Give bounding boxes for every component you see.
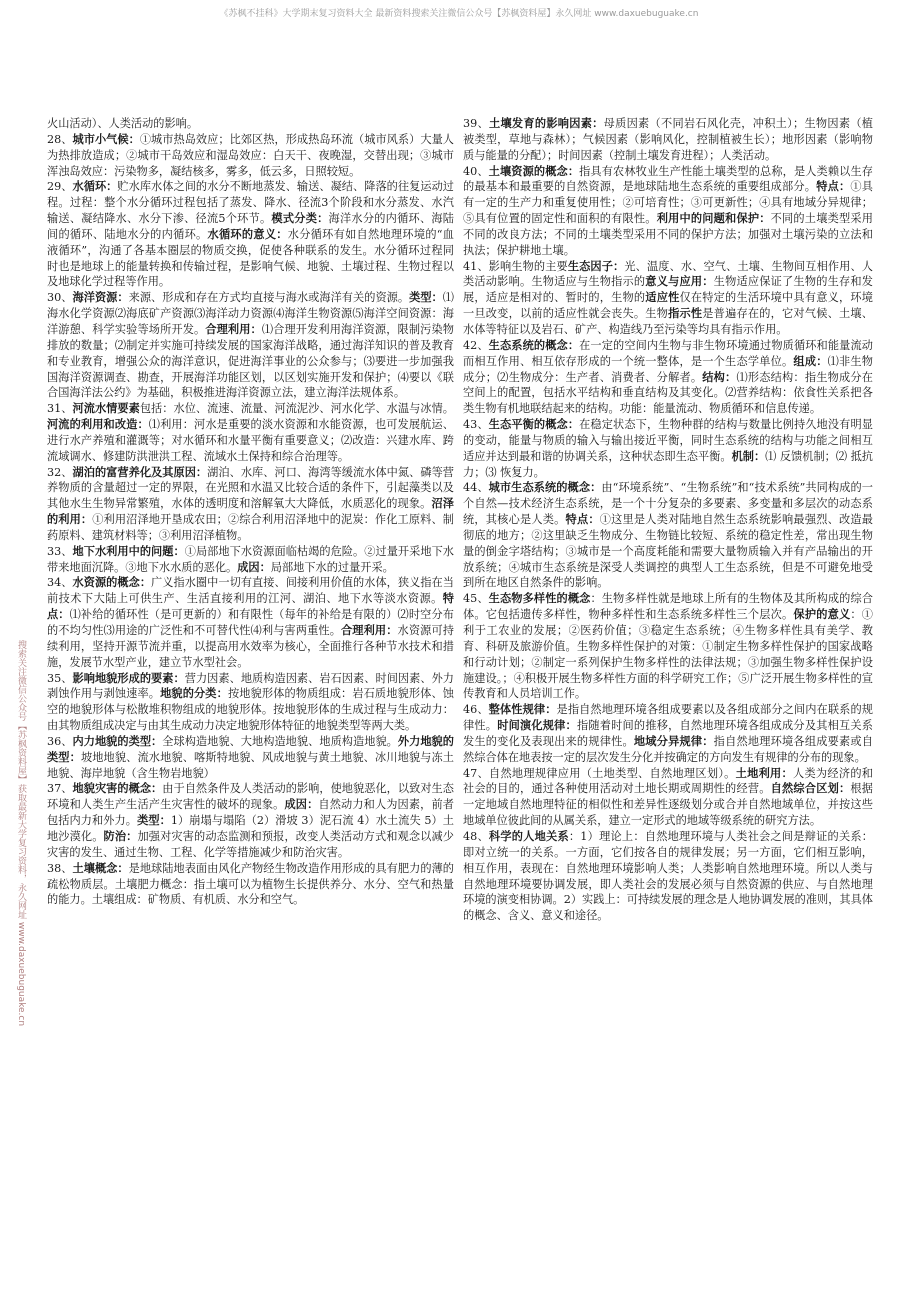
paragraph (47, 734, 454, 782)
bold-term: 水资源的概念： (72, 575, 152, 590)
bold-term: 合理利用： (341, 623, 398, 637)
text-segment: 37、 (47, 782, 73, 796)
bold-term: 模式分类： (271, 211, 329, 226)
text-segment: 水资源可持续利用，坚持开源节流并重，以提高用水效率为核心，全面推行各种节水技术和措施，发展节水型产业，建立节水型社会。 (47, 624, 454, 669)
text-segment: ⑴海水化学资源⑵海底矿产资源⑶海洋动力资源⑷海洋生物资源⑸海洋空间资源：海洋游憩、科学实验等场所开发。 (47, 291, 454, 336)
text-segment: 38、 (47, 861, 73, 875)
text-segment: 在稳定状态下，生物种群的结构与数量比例持久地没有明显的变动，能量与物质的输入与输出接近平衡，同时生态系统的结构与功能之间相互适应并达到最和谐的协调关系，这种状态即生态平衡。 (463, 418, 873, 463)
text-segment: 46、 (463, 703, 489, 717)
text-segment: 坡地地貌、流水地貌、喀斯特地貌、风成地貌与黄土地貌、冰川地貌与冻土地貌、海岸地貌（含生物岩地貌） (47, 750, 454, 780)
text-segment: 是指自然地理环境各组成要素以及各组成部分之间内在联系的规律性。 (463, 703, 873, 733)
bold-term: 特点： (47, 591, 454, 622)
text-segment: 40、 (463, 164, 489, 178)
paragraph (463, 417, 873, 480)
bold-term: 结构： (702, 369, 737, 384)
text-segment: ⑴ 反馈机制；⑵ 抵抗力；⑶ 恢复力。 (463, 449, 873, 479)
text-segment: 母质因素（不同岩石风化壳，冲积土）；生物因素（植被类型，草地与森林）；气候因素（影响风化，控制植被生长）；地形因素（影响物质与能量的分配）；时间因素（控制土壤发育进程）；人类活动。 (463, 117, 873, 162)
bold-term: 城市生态系统的概念： (488, 480, 602, 495)
bold-term: 特点： (565, 512, 600, 527)
text-segment: 局部地下水的过量开采。 (270, 560, 394, 574)
page-header-watermark: 《苏枫不挂科》大学期末复习资料大全 最新资料搜索关注微信公众号【苏枫资料屋】永久网址 www.daxuebuguake.cn (219, 9, 699, 19)
bold-term: 水循环的意义： (207, 226, 288, 241)
text-segment: 海洋水分的内循环、海陆间的循环、陆地水分的内循环。 (47, 212, 454, 241)
text-segment: ：生物多样性就是地球上所有的生物体及其所构成的综合体。它包括遗传多样性，物种多样性和生态系统多样性三个层次。 (463, 592, 873, 622)
paragraph (463, 116, 873, 164)
paragraph (47, 132, 454, 180)
bold-term: 防治： (103, 828, 138, 843)
text-segment: 广义指水圈中一切有直接、间接利用价值的水体，狭义指在当前技术下大陆上可供生产、生活直接利用的江河、湖泊、地下水等淡水资源。 (47, 576, 454, 606)
text-segment: 指随着时间的推移，自然地理环境各组成成分及其相互关系发生的变化及表现出来的规律性。 (463, 719, 873, 748)
text-segment: 火山活动）、人类活动的影响。 (47, 117, 199, 130)
text-segment: ：①利于工农业的发展；②医药价值；③稳定生态系统；④生物多样性具有美学、教育、科研及旅游价值。生物多样性保护的对策：①制定生物多样性保护的国家战略和行动计划；②制定一系列保护生物多样性的法律法规；③加强生物多样性保护设施建设。；④积极开展生物多样性方面的科学研究工作；⑤广泛开展生物多样性的宣传教育和人员培训工作。 (463, 608, 873, 701)
text-segment: 仅在特定的生活环境中具有意义，环境一旦改变，以前的适应性就会丧失。生物 (463, 291, 873, 321)
text-segment: ①城市热岛效应；比郊区热，形成热岛环流（城市风系）大量人为热排放造成；②城市干岛效应和湿岛效应：白天干、夜晚湿，交替出现；③城市浑浊岛效应：污染物多，凝结核多，雾多，低云多，日照较短。 (47, 132, 454, 178)
paragraph (47, 544, 454, 576)
bold-term: 外力地貌的类型： (47, 733, 454, 764)
bold-term: 指示性 (668, 306, 703, 321)
bold-term: 土地利用： (735, 765, 793, 780)
text-segment: 指具有农林牧业生产性能土壤类型的总称，是人类赖以生存的最基本和最重要的自然资源，是地球陆地生态系统的重要组成部分。 (463, 164, 873, 194)
text-segment: 贮水库水体之间的水分不断地蒸发、输送、凝结、降落的往复运动过程。过程：整个水分循环过程包括了蒸发、降水、径流3个阶段和水分蒸发、水汽输送、凝结降水、水分下渗、径流5个环节。 (47, 180, 454, 226)
bold-term: 时间演化规律： (497, 718, 577, 733)
bold-term: 土壤发育的影响因素： (488, 116, 604, 130)
text-segment: 43、 (463, 418, 489, 432)
bold-term: 内力地貌的类型： (72, 733, 163, 748)
bold-term: 适应性 (645, 290, 680, 305)
text-segment: ⑴合理开发利用海洋资源，限制污染物排放的数量；⑵制定并实施可持续发展的国家海洋战略，通过海洋知识的普及教育和专业教育，增强公众的海洋意识，促进海洋事业的公众参与；⑶要进一步加强我国海洋资源调查、勘查，开展海洋功能区划，以区划实施开发和保护；⑷要以《联合国海洋法公约》为基础，积极推进海洋资源立法，建立海洋法规体系。 (47, 322, 454, 400)
bold-term: 特点： (816, 179, 851, 194)
bold-term: 水循环： (72, 179, 118, 194)
text-segment: ①这里是人类对陆地自然生态系统影响最强烈、改造最彻底的地方；②这里缺乏生物成分、生物链比较短、系统的稳定性差，常出现生物量的倒金字塔结构；③城市是一个高度耗能和需要大量物质输入并有产品输出的开放系统；④城市生态系统是深受人类调控的典型人工生态系统，但是不可避免地受到所在地区自然条件的影响。 (463, 513, 873, 590)
text-segment: 生物适应保证了生物的生存和发展，适应是相对的、暂时的，生物的 (463, 275, 873, 305)
side-watermark: 搜索关注微信公众号【苏枫资料屋】获取最新大学复习资料，永久网址 www.daxuebuguake.cn (16, 640, 26, 1027)
bold-term: 科学的人地关系 (488, 828, 569, 843)
text-segment: 包括：水位、流速、流量、河流泥沙、河水化学、水温与冰情。 (139, 402, 454, 416)
bold-term: 类型： (409, 290, 443, 305)
paragraph (463, 480, 873, 591)
text-segment: 由“环境系统”、“生物系统”和“技术系统”共同构成的一个自然—技术经济生态系统，是一个十分复杂的多要素、多变量和多层次的动态系统，其核心是人类。 (463, 481, 873, 527)
paragraph (47, 861, 454, 909)
text-segment: 人类为经济的和社会的目的，通过各种使用活动对土地长期或周期性的经营。 (463, 766, 873, 796)
paragraph (47, 671, 454, 734)
text-segment: 39、 (463, 117, 489, 130)
bold-term: 合理利用： (205, 321, 262, 336)
text-segment: 36、 (47, 734, 73, 748)
text-segment: 41、影响生物的主要 (463, 259, 568, 273)
text-segment: 45、 (463, 592, 489, 606)
bold-term: 机制： (731, 448, 766, 463)
text-segment: ⑴补给的循环性（是可更新的）和有限性（每年的补给是有限的）⑵时空分布的不均匀性⑶用途的广泛性和不可替代性⑷利与害两重性。 (47, 608, 454, 637)
bold-term: 城市小气候： (72, 131, 140, 146)
bold-term: 沼泽的利用： (47, 496, 454, 527)
text-segment: 按地貌形体的物质组成：岩石质地貌形体、蚀空的地貌形体与松散堆积物组成的地貌形体。按地貌形体的生成过程与生成动力：由其物质组成决定与由其生成动力决定地貌形体特征的地貌类型等两大类。 (47, 687, 454, 733)
text-segment: 由于自然条件及人类活动的影响，使地貌恶化，以致对生态环境和人类生产生活产生灾害性的破坏的现象。 (47, 782, 454, 812)
text-segment: 29、 (47, 180, 73, 194)
text-segment: ⑴利用：河水是重要的淡水资源和水能资源，也可发展航运、进行水产养殖和灌溉等；对水循环和水量平衡有重要意义；⑵改造：兴建水库、跨流域调水、修建防洪泄洪工程、流域水土保持和综合治理等。 (47, 418, 454, 463)
text-segment: 湖泊、水库、河口、海湾等缓流水体中氮、磷等营养物质的含量超过一定的界限，在光照和水温又比较合适的条件下，引起藻类以及其他水生生物异常繁殖，水体的透明度和溶解氧大大降低，水质恶化的现象。 (47, 465, 454, 511)
bold-term: 生态物多样性的概念 (488, 591, 591, 606)
text-segment: 根据一定地域自然地理特征的相似性和差异性逐级划分或合并自然地域单位，并按这些地域单位彼此间的从属关系，建立一定形式的地域等级系统的研究方法。 (463, 782, 873, 828)
paragraph (47, 781, 454, 860)
paragraph (47, 116, 454, 132)
text-segment: ⑴形态结构：指生物成分在空间上的配置，包括水平结构和垂直结构及其变化。⑵营养结构：依食性关系把各类生物有机地联结起来的结构。功能：能量流动、物质循环和信息传递。 (463, 370, 873, 416)
paragraph (463, 338, 873, 417)
text-segment: 全球构造地貌、大地构造地貌、地质构造地貌。 (162, 734, 398, 748)
text-segment: 42、 (463, 338, 489, 352)
text-segment: 水分循环有如自然地理环境的“血液循环”，沟通了各基本圈层的物质交换，促使各种联系的发生。水分循环过程同时也是地球上的能量转换和传输过程，是影响气候、地貌、土壤过程、生物过程以及地球化学过程等作用。 (47, 227, 454, 289)
text-segment: 35、 (47, 671, 73, 685)
bold-term: 保护的意义 (793, 607, 851, 622)
paragraph (463, 766, 873, 829)
bold-term: 地貌灾害的概念： (72, 781, 163, 796)
text-segment: 47、自然地理规律应用（土地类型、自然地理区划）。 (463, 766, 736, 780)
paragraph (47, 575, 454, 670)
bold-term: 整体性规律： (488, 702, 557, 717)
text-segment: 48、 (463, 829, 489, 843)
paragraph (463, 829, 873, 924)
text-segment: 不同的土壤类型采用不同的改良方法；不同的土壤类型采用不同的保护方法；加强对土壤污染的立法和执法；保护耕地土壤。 (463, 212, 873, 257)
text-segment: 44、 (463, 481, 489, 495)
text-segment: 30、 (47, 291, 73, 305)
paragraph (463, 259, 873, 338)
bold-term: 地下水利用中的问题： (72, 543, 185, 558)
text-segment: 加强对灾害的动态监测和预报，改变人类活动方式和观念以减少灾害的发生、通过生物、工程、化学等措施减少和防治灾害。 (47, 829, 454, 859)
right-column (463, 116, 873, 924)
text-segment: 是地球陆地表面由风化产物经生物改造作用形成的具有肥力的薄的疏松物质层。土壤肥力概念：指土壤可以为植物生长提供养分、水分、空气和热量的能力。土壤组成：矿物质、有机质、水分和空气。 (47, 861, 454, 907)
bold-term: 河流的利用和改造： (47, 417, 149, 432)
paragraph (47, 179, 454, 290)
paragraph (47, 465, 454, 544)
bold-term: 生态系统的概念： (488, 337, 580, 352)
text-segment: ⑴非生物成分；⑵生物成分：生产者、消费者、分解者。 (463, 354, 873, 384)
bold-term: 影响地貌形成的要素： (72, 670, 185, 685)
text-segment: 是普遍存在的，它对气候、土壤、水体等特征以及岩石、矿产、构造线乃至污染等均具有指示作用。 (463, 307, 873, 336)
text-segment: ①利用沼泽地开垦成农田；②综合利用沼泽地中的泥炭：作化工原料、制药原料、建筑材料等；③利用沼泽植物。 (47, 513, 454, 542)
paragraph (463, 164, 873, 259)
bold-term: 生态因子： (567, 258, 625, 273)
text-segment: 34、 (47, 576, 73, 590)
bold-term: 地域分异规律： (633, 733, 714, 748)
paragraph (463, 702, 873, 765)
text-segment: ：1）理论上：自然地理环境与人类社会之间是辩证的关系：即对立统一的关系。一方面，它们按各自的规律发展；另一方面，它们相互影响，相互作用，表现在：自然地理环境影响人类；人类影响自然地理环境。所以人类与自然地理环境要协调发展，即人类社会的发展必须与自然资源的供应、与自然地理环境的演变相协调。2）实践上：可持续发展的理念是人地协调发展的准则，其具体的概念、含义、意义和途径。 (463, 829, 873, 923)
text-segment: 营力因素、地质构造因素、岩石因素、时间因素、外力剥蚀作用与剥蚀速率。 (47, 671, 454, 701)
text-segment: 自然动力和人为因素，前者包括内力和外力。 (47, 798, 454, 828)
bold-term: 地貌的分类： (160, 686, 228, 701)
text-segment: 1）崩塌与塌陷（2）滑坡 3）泥石流 4）水土流失 5）土地沙漠化。 (47, 814, 454, 843)
bold-term: 土壤资源的概念： (488, 163, 580, 178)
bold-term: 生态平衡的概念： (488, 417, 580, 432)
paragraph (47, 401, 454, 464)
bold-term: 组成： (793, 353, 828, 368)
bold-term: 湖泊的富营养化及其原因： (72, 464, 208, 479)
bold-term: 自然综合区划： (770, 781, 851, 796)
bold-term: 利用中的问题和保护： (656, 211, 771, 226)
paragraph (47, 290, 454, 401)
bold-term: 河流水情要素 (72, 401, 140, 416)
text-segment: 32、 (47, 465, 73, 479)
text-segment: 在一定的空间内生物与非生物环境通过物质循环和能量流动而相互作用、相互依存形成的一个统一整体，是一个生态学单位。 (463, 338, 873, 368)
text-segment: 33、 (47, 544, 73, 558)
bold-term: 土壤概念： (72, 860, 129, 875)
text-segment: 指自然地理环境各组成要素或自然综合体在地表按一定的层次发生分化并按确定的方向发生有规律的分布的现象。 (463, 734, 873, 764)
text-segment: 光、温度、水、空气、土壤、生物间互相作用、人类活动影响。生物适应与生物指示的 (463, 259, 873, 289)
left-column (47, 116, 454, 908)
bold-term: 成因： (284, 797, 319, 812)
text-segment: 31、 (47, 402, 73, 416)
bold-term: 成因： (237, 559, 271, 574)
text-segment: 28、 (47, 132, 73, 146)
text-segment: ①局部地下水资源面临枯竭的危险。②过量开采地下水带来地面沉降。③地下水水质的恶化。 (47, 544, 454, 574)
paragraph (463, 591, 873, 702)
text-segment: ①具有一定的生产力和重复使用性；②可培育性；③可更新性；④具有地域分异规律；⑤具有位置的固定性和面积的有限性。 (463, 180, 873, 226)
text-segment: 来源、形成和存在方式均直接与海水或海洋有关的资源。 (128, 291, 410, 305)
bold-term: 意义与应用： (645, 274, 714, 289)
bold-term: 海洋资源： (72, 290, 129, 305)
bold-term: 类型： (137, 813, 171, 828)
